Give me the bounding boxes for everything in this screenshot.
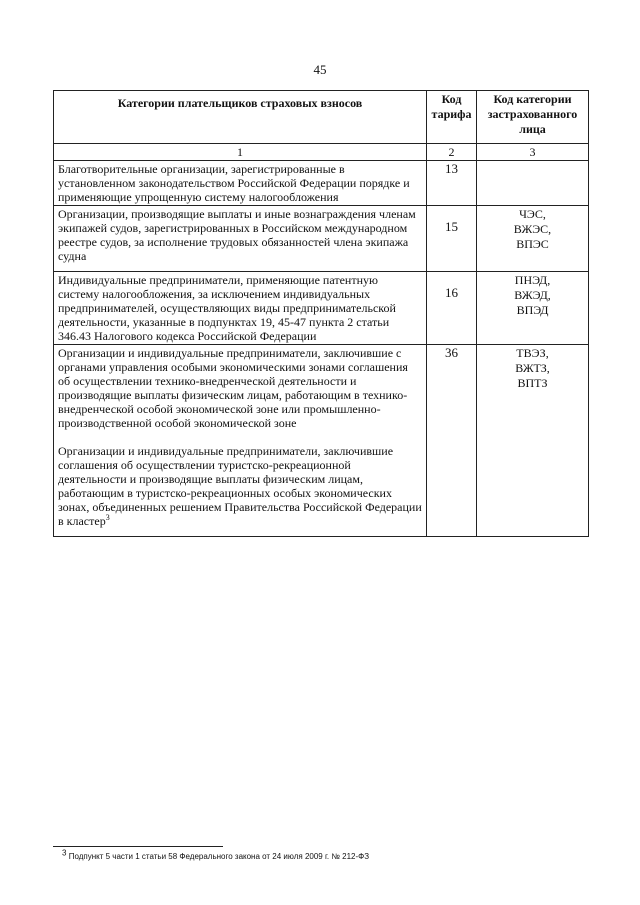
row-person-categories: [477, 345, 589, 537]
row-person-categories: [477, 206, 589, 272]
table-row: [54, 206, 589, 272]
category-code: ТВЭЗ,: [516, 346, 549, 360]
category-code: ВПТЗ: [517, 376, 548, 390]
row-description: Благотворительные организации, зарегистрированные в установленном законодательством Российской Федерации порядке и применяющие упрощенную систему налогообложения: [54, 161, 427, 206]
row-description: Индивидуальные предприниматели, применяющие патентную систему налогообложения, за исключением индивидуальных предпринимателей, осуществляющих виды предпринимательской деятельности, указанные в подпунктах 19, 45-47 пункта 2 статьи 346.43 Налогового кодекса Российской Федерации: [54, 272, 427, 345]
category-code: ПНЭД,: [514, 273, 551, 287]
row-tariff-code: 13: [427, 161, 477, 206]
row-person-categories: [477, 161, 589, 206]
column-number: 1: [54, 144, 427, 161]
row-tariff-code: 36: [427, 345, 477, 537]
category-code: ЧЭС,: [519, 207, 546, 221]
description-paragraph: [58, 444, 422, 528]
column-number-row: [54, 144, 589, 161]
column-number: 3: [477, 144, 589, 161]
header-person-category-code: Код категории застрахованного лица: [477, 91, 589, 144]
column-number: 2: [427, 144, 477, 161]
row-tariff-code: 15: [427, 206, 477, 272]
category-code: ВПЭД: [516, 303, 549, 317]
table-header-row: [54, 91, 589, 144]
footnote-ref: 3: [105, 513, 110, 522]
insurance-payers-table: [53, 90, 589, 537]
category-code: ВПЭС: [516, 237, 549, 251]
footnote: [62, 848, 370, 861]
category-code: ВЖТЗ,: [515, 361, 550, 375]
footnote-text: Подпункт 5 части 1 статьи 58 Федерального закона от 24 июля 2009 г. № 212-ФЗ: [68, 852, 370, 861]
category-code: ВЖЭС,: [513, 222, 552, 236]
category-code: ВЖЭД,: [514, 288, 551, 302]
page-number: 45: [313, 62, 327, 77]
table-row: [54, 161, 589, 206]
description-text: Организации и индивидуальные предприниматели, заключившие соглашения об осуществлении туристско-рекреационной деятельности и производящие выплаты физическим лицам, работающим в туристско-рекреационных особых экономических зонах, объединенных решением Правительства Российской Федерации в кластер: [58, 444, 422, 528]
footnote-divider: [53, 846, 223, 847]
header-tariff-code: Код тарифа: [427, 91, 477, 144]
table-row: [54, 345, 589, 537]
header-category: Категории плательщиков страховых взносов: [54, 91, 427, 144]
footnote-mark: 3: [62, 848, 67, 858]
row-description: Организации, производящие выплаты и иные вознаграждения членам экипажей судов, зарегистрированных в Российском международном реестре судов, за исполнение трудовых обязанностей члена экипажа судна: [54, 206, 427, 272]
row-person-categories: [477, 272, 589, 345]
description-paragraph: Организации и индивидуальные предприниматели, заключившие с органами управления особыми экономическими зонами соглашения об осуществлении технико-внедренческой деятельности и производящие выплаты физическим лицам, работающим в технико-внедренческой особой экономической зоне или промышленно-производственной особой экономической зоне: [58, 346, 408, 430]
table-row: [54, 272, 589, 345]
row-description: [54, 345, 427, 537]
row-tariff-code: 16: [427, 272, 477, 345]
